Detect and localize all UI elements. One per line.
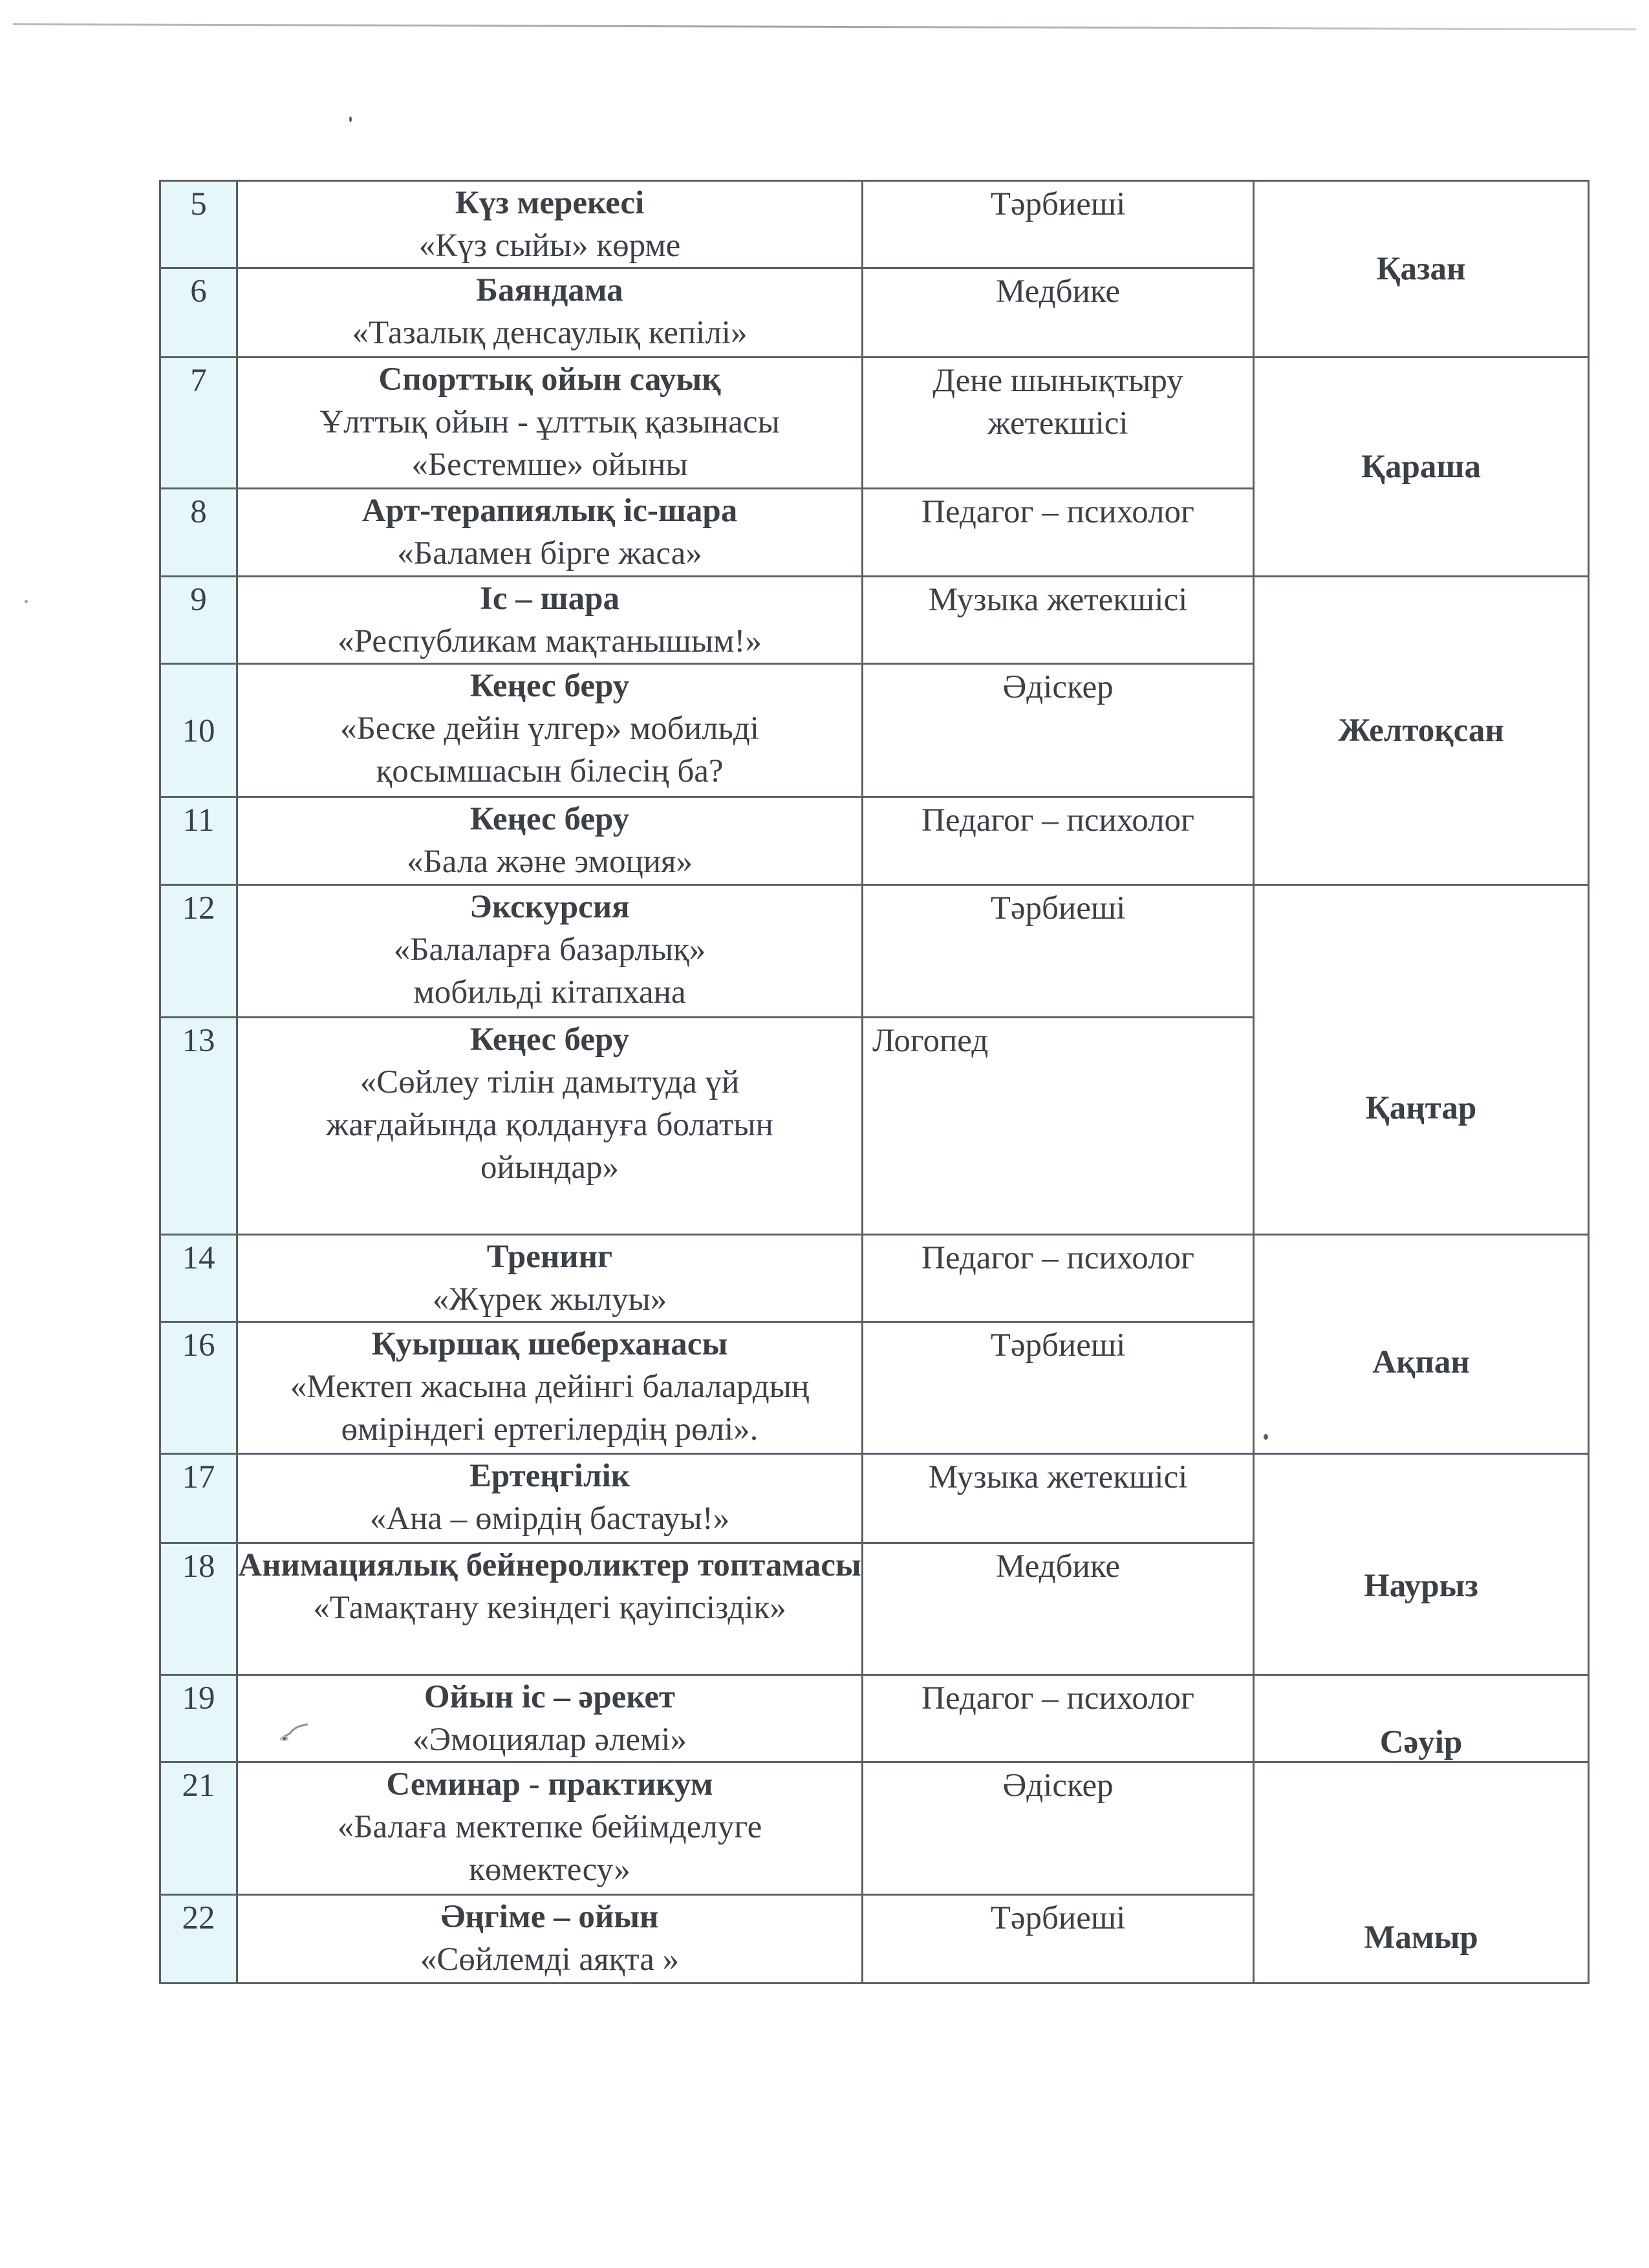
table-row xyxy=(160,577,1589,664)
event-desc: «Бала және эмоция» xyxy=(406,844,693,880)
month-cell: Желтоқсан xyxy=(1254,577,1589,885)
event-desc: «Сөйлеу тілін дамытуда үй xyxy=(360,1064,740,1100)
table-row xyxy=(160,1235,1589,1322)
event-cell xyxy=(237,1543,863,1675)
event-desc: «Тамақтану кезіндегі қауіпсіздік» xyxy=(313,1590,786,1626)
event-cell xyxy=(237,268,863,358)
event-desc: «Балаларға базарлық» xyxy=(393,932,706,968)
responsible-cell: Тәрбиеші xyxy=(863,1322,1254,1454)
row-number: 7 xyxy=(160,358,237,489)
event-desc: «Баламен бірге жаса» xyxy=(397,535,702,572)
event-title: Экскурсия xyxy=(469,889,630,925)
row-number: 17 xyxy=(160,1454,237,1543)
event-desc: «Бестемше» ойыны xyxy=(411,447,688,483)
row-number: 14 xyxy=(160,1235,237,1322)
event-title: Іс – шара xyxy=(480,581,620,617)
row-number: 6 xyxy=(160,268,237,358)
event-desc: «Эмоциялар әлемі» xyxy=(413,1722,687,1758)
event-desc: ойындар» xyxy=(480,1150,619,1186)
event-title: Баяндама xyxy=(476,272,623,308)
scan-speck xyxy=(25,600,28,603)
row-number: 9 xyxy=(160,577,237,664)
row-number: 16 xyxy=(160,1322,237,1454)
event-title: Кеңес беру xyxy=(469,668,630,704)
event-title: Кеңес беру xyxy=(469,1022,630,1058)
month-cell: Наурыз xyxy=(1254,1454,1589,1675)
event-cell xyxy=(237,577,863,664)
event-title: Ертеңгілік xyxy=(469,1458,630,1494)
responsible-cell: Педагог – психолог xyxy=(863,1235,1254,1322)
responsible-cell: Тәрбиеші xyxy=(863,1895,1254,1984)
event-cell xyxy=(237,1454,863,1543)
event-desc: қосымшасын білесің ба? xyxy=(376,753,724,789)
month-cell: Сәуір xyxy=(1254,1675,1589,1762)
table-row xyxy=(160,885,1589,1018)
responsible-cell: Логопед xyxy=(863,1018,1254,1235)
responsible-cell: Педагог – психолог xyxy=(863,797,1254,885)
event-title: Қуыршақ шеберханасы xyxy=(371,1326,728,1362)
row-number: 22 xyxy=(160,1895,237,1984)
scan-speck xyxy=(349,116,352,122)
row-number: 13 xyxy=(160,1018,237,1235)
event-desc: көмектесу» xyxy=(469,1852,630,1888)
table-row xyxy=(160,1454,1589,1543)
event-cell xyxy=(237,1322,863,1454)
event-desc: «Беске дейін үлгер» мобильді xyxy=(340,711,759,747)
responsible-cell: Тәрбиеші xyxy=(863,181,1254,268)
event-cell xyxy=(237,664,863,797)
event-desc: «Мектеп жасына дейінгі балалардың xyxy=(290,1369,810,1405)
event-cell xyxy=(237,1018,863,1235)
event-cell xyxy=(237,1675,863,1762)
event-desc: «Тазалық денсаулық кепілі» xyxy=(352,315,748,351)
month-cell: Мамыр xyxy=(1254,1762,1589,1984)
table-row xyxy=(160,358,1589,489)
event-cell xyxy=(237,885,863,1018)
responsible-cell: Медбике xyxy=(863,268,1254,358)
event-desc: «Балаға мектепке бейімделуге xyxy=(337,1809,762,1845)
event-desc: «Ана – өмірдің бастауы!» xyxy=(369,1501,730,1537)
event-title: Әңгіме – ойын xyxy=(440,1899,659,1935)
event-title: Спорттық ойын сауық xyxy=(378,361,721,398)
event-desc: өміріндегі ертегілердің рөлі». xyxy=(341,1411,759,1448)
event-title: Анимациялық бейнероликтер топтамасы xyxy=(238,1547,861,1583)
activity-plan-table xyxy=(159,180,1590,1984)
event-title: Тренинг xyxy=(486,1239,613,1275)
month-cell: Ақпан xyxy=(1254,1235,1589,1454)
event-desc: «Күз сыйы» көрме xyxy=(418,228,681,264)
ink-smudge-icon xyxy=(279,1723,309,1742)
event-title: Күз мерекесі xyxy=(455,185,645,221)
event-cell xyxy=(237,489,863,577)
event-title: Семинар - практикум xyxy=(386,1766,713,1803)
row-number: 10 xyxy=(160,664,237,797)
row-number: 12 xyxy=(160,885,237,1018)
event-desc: «Жүрек жылуы» xyxy=(432,1281,667,1318)
responsible-cell: Тәрбиеші xyxy=(863,885,1254,1018)
event-desc: мобильді кітапхана xyxy=(413,974,686,1011)
table-row xyxy=(160,1762,1589,1895)
scan-edge-line xyxy=(13,23,1636,30)
month-cell: Қазан xyxy=(1254,181,1589,358)
event-cell xyxy=(237,358,863,489)
row-number: 5 xyxy=(160,181,237,268)
row-number: 21 xyxy=(160,1762,237,1895)
event-desc: жағдайында қолдануға болатын xyxy=(326,1107,773,1143)
responsible-cell: Әдіскер xyxy=(863,664,1254,797)
event-desc: «Республикам мақтанышым!» xyxy=(338,623,762,659)
month-cell: Қаңтар xyxy=(1254,885,1589,1235)
responsible-cell: Дене шынықтыру жетекшісі xyxy=(863,358,1254,489)
event-title: Кеңес беру xyxy=(469,801,630,837)
event-title: Арт-терапиялық іс-шара xyxy=(361,493,738,529)
event-title: Ойын іс – әрекет xyxy=(424,1679,676,1715)
row-number: 19 xyxy=(160,1675,237,1762)
responsible-cell: Педагог – психолог xyxy=(863,489,1254,577)
month-cell: Қараша xyxy=(1254,358,1589,577)
event-desc: Ұлттық ойын - ұлттық қазынасы xyxy=(319,404,780,440)
row-number: 11 xyxy=(160,797,237,885)
responsible-cell: Педагог – психолог xyxy=(863,1675,1254,1762)
event-cell xyxy=(237,1762,863,1895)
table-row xyxy=(160,181,1589,268)
event-desc: «Сөйлемді аяқта » xyxy=(420,1942,680,1978)
row-number: 8 xyxy=(160,489,237,577)
responsible-cell: Музыка жетекшісі xyxy=(863,1454,1254,1543)
event-cell xyxy=(237,181,863,268)
event-cell xyxy=(237,797,863,885)
table-row xyxy=(160,1675,1589,1762)
responsible-cell: Медбике xyxy=(863,1543,1254,1675)
responsible-cell: Музыка жетекшісі xyxy=(863,577,1254,664)
responsible-cell: Әдіскер xyxy=(863,1762,1254,1895)
event-cell xyxy=(237,1235,863,1322)
event-cell xyxy=(237,1895,863,1984)
row-number: 18 xyxy=(160,1543,237,1675)
